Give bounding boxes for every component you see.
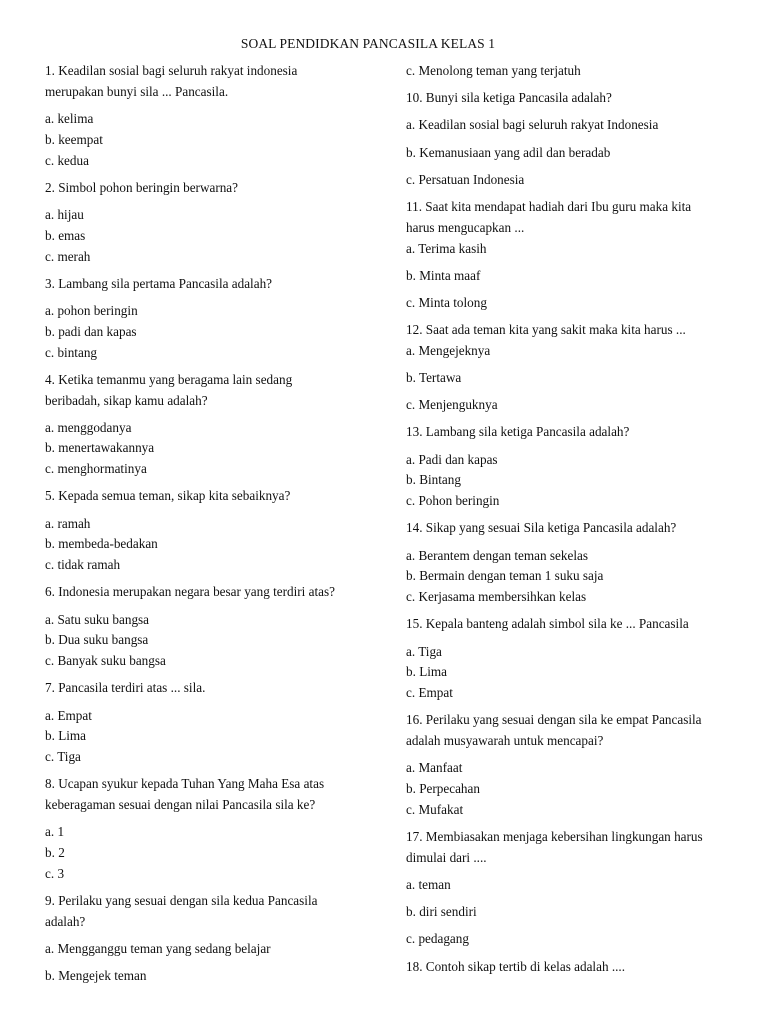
question-7-option-a: a. Empat [45,707,92,723]
question-12: 12. Saat ada teman kita yang sakit maka kita harus ... [406,322,686,338]
question-16-option-c: c. Mufakat [406,801,464,817]
question-3-option-b: b. padi dan kapas [45,323,137,339]
question-11-option-b: b. Minta maaf [406,267,481,283]
question-1-option-c: c. kedua [45,152,89,168]
question-15-option-a: a. Tiga [406,643,442,659]
question-14: 14. Sikap yang sesuai Sila ketiga Pancasila adalah? [406,520,677,536]
question-5-option-b: b. membeda-bedakan [45,536,158,552]
question-14-option-b: b. Bermain dengan teman 1 suku saja [406,568,604,584]
question-1-option-a: a. kelima [45,110,94,126]
question-10: 10. Bunyi sila ketiga Pancasila adalah? [406,90,612,106]
question-3: 3. Lambang sila pertama Pancasila adalah? [45,275,273,291]
question-14-option-c: c. Kerjasama membersihkan kelas [406,589,587,605]
question-6-option-a: a. Satu suku bangsa [45,611,150,627]
left-column [45,61,375,987]
question-2-option-a: a. hijau [45,206,84,222]
question-6-option-b: b. Dua suku bangsa [45,632,149,648]
question-3-option-c: c. bintang [45,344,98,360]
question-15-option-c: c. Empat [406,685,453,701]
question-4-line-2: beribadah, sikap kamu adalah? [45,392,208,408]
question-11-option-a: a. Terima kasih [406,240,487,256]
question-5: 5. Kepada semua teman, sikap kita sebaiknya? [45,488,291,504]
question-7-option-c: c. Tiga [45,749,81,765]
question-9-option-a: a. Mengganggu teman yang sedang belajar [45,941,271,957]
question-8-line-1: 8. Ucapan syukur kepada Tuhan Yang Maha Esa atas [45,776,325,792]
question-8-option-c: c. 3 [45,865,65,881]
question-17-option-c: c. pedagang [406,931,469,947]
page-title: SOAL PENDIDKAN PANCASILA KELAS 1 [240,36,496,51]
question-10-option-b: b. Kemanusiaan yang adil dan beradab [406,144,611,160]
question-4-line-1: 4. Ketika temanmu yang beragama lain sedang [45,371,293,387]
question-8-option-a: a. 1 [45,824,65,840]
question-1-line-1: 1. Keadilan sosial bagi seluruh rakyat indonesia [45,63,298,78]
question-4-option-a: a. menggodanya [45,419,132,435]
question-17-option-b: b. diri sendiri [406,904,477,920]
question-4-option-c: c. menghormatinya [45,461,147,477]
question-13-option-c: c. Pohon beringin [406,493,500,509]
question-8-line-2: keberagaman sesuai dengan nilai Pancasila sila ke? [45,797,316,813]
question-14-option-a: a. Berantem dengan teman sekelas [406,547,588,563]
question-2: 2. Simbol pohon beringin berwarna? [45,179,239,195]
question-11-line-1: 11. Saat kita mendapat hadiah dari Ibu guru maka kita [406,198,692,214]
question-9-line-2: adalah? [45,913,86,929]
question-5-option-c: c. tidak ramah [45,557,121,573]
question-18: 18. Contoh sikap tertib di kelas adalah .... [406,958,626,974]
question-1-line-2: merupakan bunyi sila ... Pancasila. [45,83,229,99]
question-16-line-1: 16. Perilaku yang sesuai dengan sila ke empat Pancasila [406,712,702,728]
question-4-option-b: b. menertawakannya [45,440,155,456]
question-12-option-a: a. Mengejeknya [406,342,491,358]
question-11-option-c: c. Minta tolong [406,294,487,310]
question-2-option-b: b. emas [45,227,86,243]
question-16-option-b: b. Perpecahan [406,781,480,797]
question-10-option-a: a. Keadilan sosial bagi seluruh rakyat Indonesia [406,117,659,133]
question-6-option-c: c. Banyak suku bangsa [45,653,166,669]
question-17-line-1: 17. Membiasakan menjaga kebersihan lingkungan harus [406,829,703,845]
question-13: 13. Lambang sila ketiga Pancasila adalah? [406,424,630,440]
question-9-option-b: b. Mengejek teman [45,968,147,984]
question-9-line-1: 9. Perilaku yang sesuai dengan sila kedua Pancasila [45,893,318,909]
question-8-option-b: b. 2 [45,845,65,861]
question-13-option-b: b. Bintang [406,472,461,488]
question-15-option-b: b. Lima [406,664,448,680]
question-16-option-a: a. Manfaat [406,760,463,776]
question-12-option-c: c. Menjenguknya [406,397,498,413]
question-16-line-2: adalah musyawarah untuk mencapai? [406,733,604,749]
question-2-option-c: c. merah [45,248,91,264]
question-15: 15. Kepala banteng adalah simbol sila ke ... Pancasila [406,616,689,632]
question-6: 6. Indonesia merupakan negara besar yang terdiri atas? [45,584,335,600]
question-7: 7. Pancasila terdiri atas ... sila. [45,680,206,696]
question-11-line-2: harus mengucapkan ... [406,219,525,235]
question-1-option-b: b. keempat [45,131,103,147]
question-3-option-a: a. pohon beringin [45,302,138,318]
question-5-option-a: a. ramah [45,515,91,531]
question-17-option-a: a. teman [406,877,451,893]
question-17-line-2: dimulai dari .... [406,849,487,865]
question-10-option-c: c. Persatuan Indonesia [406,171,525,187]
question-9-option-c: c. Menolong teman yang terjatuh [406,63,581,78]
question-7-option-b: b. Lima [45,728,87,744]
right-column [406,61,736,977]
question-12-option-b: b. Tertawa [406,370,462,386]
question-13-option-a: a. Padi dan kapas [406,451,498,467]
